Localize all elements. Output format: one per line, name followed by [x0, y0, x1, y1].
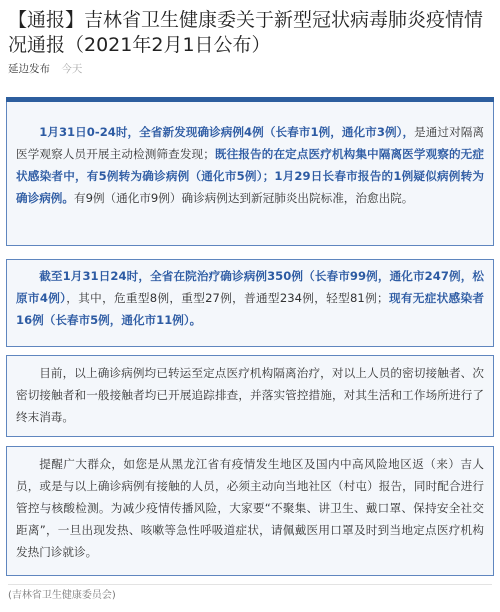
article-title: 【通报】吉林省卫生健康委关于新型冠状病毒肺炎疫情情况通报（2021年2月1日公布）	[8, 9, 484, 56]
asymptomatic-converted-highlight: 既往报告的在定点医疗机构集中隔离医学观察的无症状感染者中，有5例转为确诊病例（通化市5例）；	[16, 147, 484, 183]
article-footer: (吉林省卫生健康委员会)	[8, 584, 492, 606]
hospitalized-highlight: 截至1月31日24时，全省在院治疗确诊病例350例（长春市99例，通化市247例，松原市4例）	[16, 269, 484, 305]
measures-paragraph: 目前，以上确诊病例均已转运至定点医疗机构隔离治疗，对以上人员的密切接触者、次密切接触者和一般接触者均已开展追踪排查，并落实管控措施，对其生活和工作场所进行了终末消毒。	[16, 366, 484, 424]
section-reminder	[6, 446, 494, 576]
new-cases-method: 是通过对隔离医学观察人员开展主动检测筛查发现；	[16, 125, 484, 161]
section-measures	[6, 355, 494, 437]
section-hospitalized	[6, 259, 494, 347]
hospitalized-paragraph	[16, 265, 484, 331]
article-meta	[8, 62, 492, 76]
article-time: 今天	[61, 63, 83, 75]
current-asymptomatic-highlight: 现有无症状感染者16例（长春市5例，通化市11例）。	[16, 291, 484, 327]
reminder-paragraph: 提醒广大群众，如您是从黑龙江省有疫情发生地区及国内中高风险地区返（来）吉人员，或是与以上确诊病例有接触的人员，必须主动向当地社区（村屯）报告，同时配合进行管控与核酸检测。为减少疫情传播风险，大家要“不聚集、讲卫生、戴口罩、保持安全社交距离”，一旦出现发热、咳嗽等急性呼吸道症状，请佩戴医用口罩及时到当地定点医疗机构发热门诊就诊。	[16, 457, 484, 559]
section-new-cases	[6, 102, 494, 246]
article-source[interactable]: 延边发布	[8, 63, 50, 75]
suspected-converted-highlight: 1月29日长春市报告的1例疑似病例转为确诊病例。	[16, 169, 484, 205]
discharged-text: 有9例（通化市9例）确诊病例达到新冠肺炎出院标准，治愈出院。	[73, 191, 414, 205]
severity-breakdown: ，其中，危重型8例，重型27例，普通型234例，轻型81例；	[66, 291, 389, 305]
new-cases-highlight: 1月31日0-24时，全省新发现确诊病例4例（长春市1例，通化市3例），	[39, 125, 415, 139]
new-cases-paragraph	[16, 121, 484, 209]
